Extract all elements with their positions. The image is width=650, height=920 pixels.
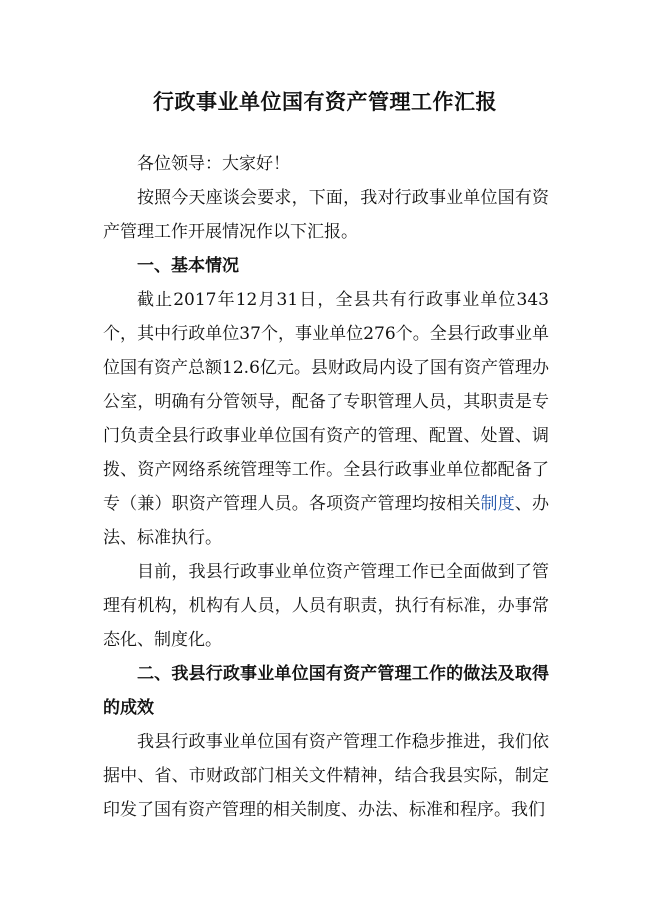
section-2-paragraph-1: 我县行政事业单位国有资产管理工作稳步推进，我们依据中、省、市财政部门相关文件精神，结合我县实际，制定印发了国有资产管理的相关制度、办法、标准和程序。我们 <box>103 732 549 820</box>
section-2-heading: 二、我县行政事业单位国有资产管理工作的做法及取得的成效 <box>103 664 549 718</box>
regulation-link[interactable]: 制度 <box>480 494 515 514</box>
section-1-paragraph-1-text-b: 、办法、标准执行。 <box>103 494 550 548</box>
document-title: 行政事业单位国有资产管理工作汇报 <box>153 90 497 114</box>
greeting-paragraph: 各位领导：大家好！ <box>137 154 290 174</box>
section-1-paragraph-1 <box>103 283 549 555</box>
section-1-heading: 一、基本情况 <box>137 256 239 276</box>
section-1-paragraph-2: 目前，我县行政事业单位资产管理工作已全面做到了管理有机构，机构有人员，人员有职责，执行有标准，办事常态化、制度化。 <box>103 562 549 650</box>
section-1-paragraph-1-text-a: 截止2017年12月31日，全县共有行政事业单位343个，其中行政单位37个，事业单位276个。全县行政事业单位国有资产总额12.6亿元。县财政局内设了国有资产管理办公室，明确有分管领导，配备了专职管理人员，其职责是专门负责全县行政事业单位国有资产的管理、配置、处置、调拨、资产网络系统管理等工作。全县行政事业单位都配备了专（兼）职资产管理人员。各项资产管理均按相关 <box>103 290 549 514</box>
document-body <box>103 147 549 827</box>
intro-paragraph: 按照今天座谈会要求，下面，我对行政事业单位国有资产管理工作开展情况作以下汇报。 <box>103 188 549 242</box>
